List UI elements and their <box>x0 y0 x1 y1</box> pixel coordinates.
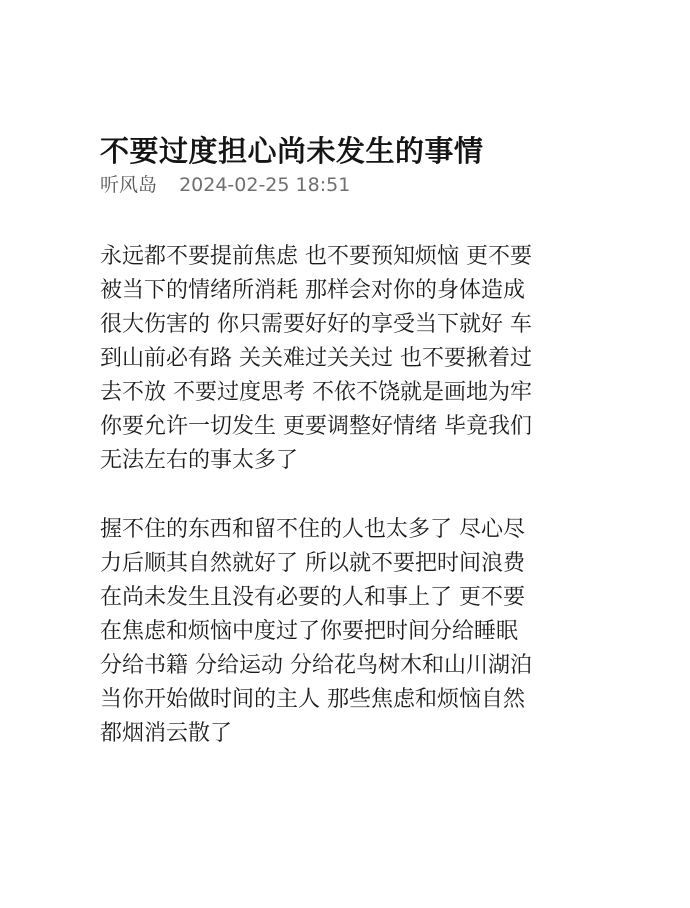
paragraph-1 <box>100 240 610 478</box>
paragraph-line: 很大伤害的 你只需要好好的享受当下就好 车 <box>100 312 532 337</box>
paragraph-line: 都烟消云散了 <box>100 721 233 746</box>
paragraph-line: 当你开始做时间的主人 那些焦虑和烦恼自然 <box>100 687 525 712</box>
paragraph-line: 无法左右的事太多了 <box>100 448 299 473</box>
article-body <box>100 240 610 751</box>
article-meta <box>100 170 350 197</box>
article-title: 不要过度担心尚未发生的事情 <box>100 134 484 169</box>
author-name[interactable]: 听风岛 <box>100 174 158 196</box>
paragraph-line: 在尚未发生且没有必要的人和事上了 更不要 <box>100 585 525 610</box>
paragraph-line: 握不住的东西和留不住的人也太多了 尽心尽 <box>100 517 525 542</box>
paragraph-2 <box>100 513 610 751</box>
paragraph-line: 被当下的情绪所消耗 那样会对你的身体造成 <box>100 278 525 303</box>
paragraph-line: 在焦虑和烦恼中度过了你要把时间分给睡眠 <box>100 619 519 644</box>
paragraph-line: 你要允许一切发生 更要调整好情绪 毕竟我们 <box>100 414 532 439</box>
paragraph-line: 力后顺其自然就好了 所以就不要把时间浪费 <box>100 551 525 576</box>
paragraph-line: 分给书籍 分给运动 分给花鸟树木和山川湖泊 <box>100 653 532 678</box>
paragraph-line: 永远都不要提前焦虑 也不要预知烦恼 更不要 <box>100 244 532 269</box>
paragraph-line: 到山前必有路 关关难过关关过 也不要揪着过 <box>100 346 532 371</box>
publish-timestamp: 2024-02-25 18:51 <box>179 174 351 196</box>
paragraph-line: 去不放 不要过度思考 不依不饶就是画地为牢 <box>100 380 532 405</box>
